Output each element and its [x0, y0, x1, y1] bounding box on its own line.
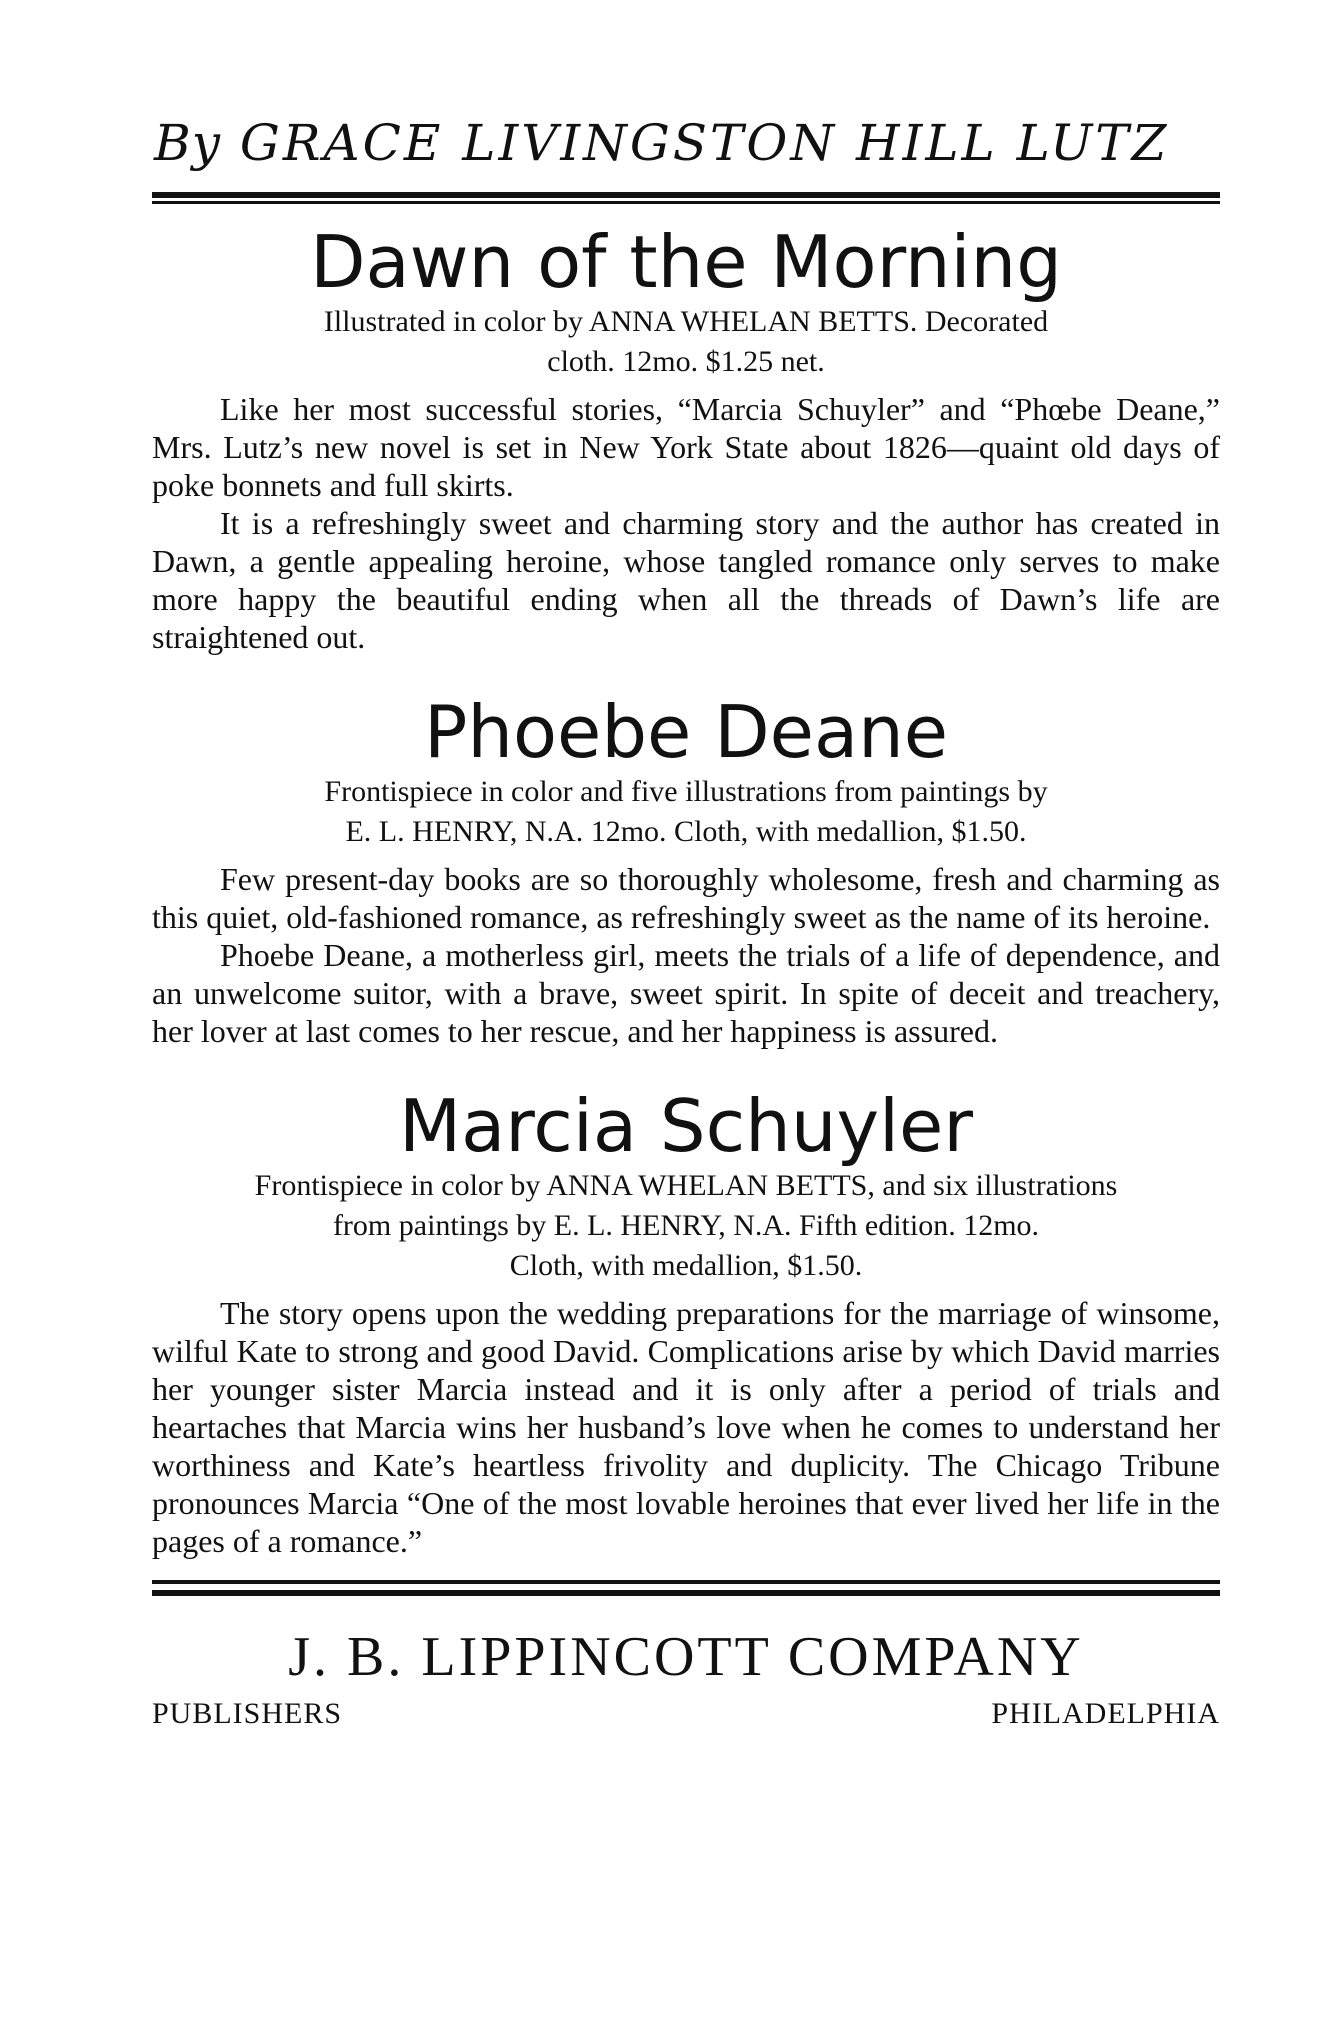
top-double-rule: [152, 192, 1220, 204]
description-paragraph: Phoebe Deane, a motherless girl, meets the trials of a life of dependence, and an unwelcome suitor, with a brave, sweet spirit. In spite of deceit and treachery, her lover at last comes to her rescue, and her happiness is assured.: [152, 937, 1220, 1049]
description-paragraph: It is a refreshingly sweet and charming story and the author has created in Dawn, a gentle appealing heroine, whose tangled romance only serves to make more happy the beautiful ending when all the threads of Dawn’s life are straightened out.: [152, 505, 1220, 655]
meta-line: Cloth, with medallion, $1.50.: [509, 1249, 863, 1282]
book-title: Phoebe Deane: [423, 690, 949, 774]
publisher-city: PHILADELPHIA: [991, 1697, 1220, 1731]
meta-line: Illustrated in color by ANNA WHELAN BETTS. Decorated: [323, 305, 1049, 338]
description-paragraph: Few present-day books are so thoroughly wholesome, fresh and charming as this quiet, old-fashioned romance, as refreshingly sweet as the name of its heroine.: [152, 861, 1220, 935]
meta-line: Frontispiece in color by ANNA WHELAN BETTS, and six illustrations: [254, 1169, 1118, 1202]
book-marcia-schuyler: [152, 1084, 1220, 1560]
publisher-row: [152, 1697, 1220, 1731]
book-dawn-of-the-morning: [152, 220, 1220, 656]
meta-line: cloth. 12mo. $1.25 net.: [547, 345, 825, 378]
byline-by: By: [154, 114, 221, 172]
byline-author: GRACE LIVINGSTON HILL LUTZ: [239, 114, 1170, 172]
meta-line: from paintings by E. L. HENRY, N.A. Fifth edition. 12mo.: [332, 1209, 1040, 1242]
book-meta: [152, 302, 1220, 382]
book-title: Marcia Schuyler: [399, 1084, 973, 1168]
meta-line: E. L. HENRY, N.A. 12mo. Cloth, with medallion, $1.50.: [345, 815, 1027, 848]
book-title: Dawn of the Morning: [310, 220, 1062, 304]
description-paragraph: Like her most successful stories, “Marcia Schuyler” and “Phœbe Deane,” Mrs. Lutz’s new novel is set in New York State about 1826—quaint old days of poke bonnets and full skirts.: [152, 391, 1220, 503]
page-content: [152, 114, 1220, 1731]
publisher-label: PUBLISHERS: [152, 1697, 343, 1731]
book-phoebe-deane: [152, 690, 1220, 1050]
bottom-double-rule: [152, 1580, 1220, 1596]
book-meta: [152, 772, 1220, 852]
description-paragraph: The story opens upon the wedding preparations for the marriage of winsome, wilful Kate to strong and good David. Complications arise by which David marries her younger sister Marcia instead and it is only after a period of trials and heartaches that Marcia wins her husband’s love when he comes to understand her worthiness and Kate’s heartless frivolity and duplicity. The Chicago Tribune pronounces Marcia “One of the most lovable heroines that ever lived her life in the pages of a romance.”: [152, 1295, 1220, 1559]
meta-line: Frontispiece in color and five illustrations from paintings by: [324, 775, 1048, 808]
publisher-name: J. B. LIPPINCOTT COMPANY: [288, 1626, 1084, 1688]
author-byline: [152, 114, 1220, 172]
book-meta: [152, 1166, 1220, 1286]
